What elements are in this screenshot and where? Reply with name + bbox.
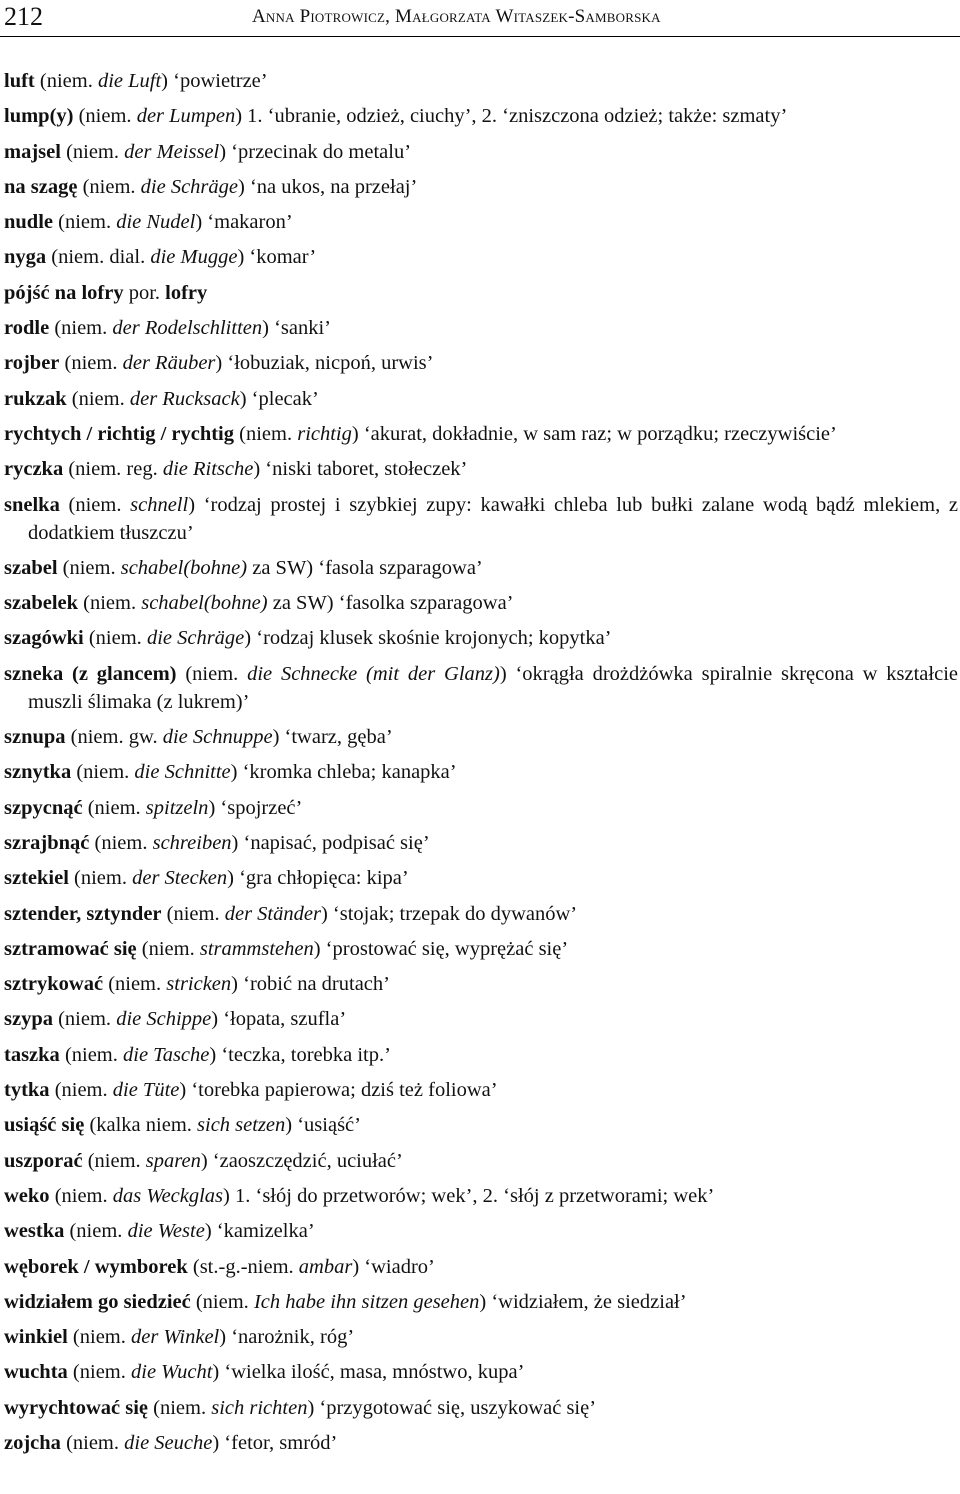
- glossary-entry: [4, 864, 958, 892]
- entry-headword: rychtych / richtig / rychtig: [4, 422, 235, 445]
- entry-headword: winkiel: [4, 1326, 68, 1349]
- entry-headword: rodle: [4, 317, 50, 340]
- glossary-entry: [4, 349, 958, 377]
- glossary-entry: [4, 1111, 958, 1139]
- running-head: Anna Piotrowicz, Małgorzata Witaszek-Samborska: [252, 6, 661, 27]
- entry-definition: ) ‘niski taboret, stołeczek’: [253, 458, 468, 481]
- entry-german-source: stricken: [166, 973, 232, 996]
- entry-definition: ) 1. ‘słój do przetworów; wek’, 2. ‘słój z przetworami; wek’: [223, 1184, 715, 1207]
- glossary-entry: [4, 935, 958, 963]
- entry-definition: ) ‘teczka, torebka itp.’: [209, 1043, 391, 1066]
- entry-source-prefix: (niem.: [136, 937, 200, 960]
- entry-source-prefix: (niem.: [89, 831, 153, 854]
- entry-headword: wuchta: [4, 1361, 68, 1384]
- entry-definition: ) ‘wiadro’: [352, 1255, 435, 1278]
- glossary-entry: [4, 624, 958, 652]
- entry-definition: ) ‘rodzaj klusek skośnie krojonych; kopytka’: [244, 627, 612, 650]
- glossary-entry: [4, 589, 958, 617]
- entry-definition: ) ‘okrągła drożdżówka spiralnie skręcona w kształcie muszli ślimaka (z lukrem)’: [28, 662, 958, 713]
- entry-definition: ) ‘przygotować się, uszykować się’: [307, 1396, 597, 1419]
- entry-headword: sznytka: [4, 761, 72, 784]
- entry-definition: ) ‘zaoszczędzić, uciułać’: [200, 1149, 403, 1172]
- glossary-entry: [4, 723, 958, 751]
- entry-headword: sztender, sztynder: [4, 902, 162, 925]
- glossary-entry: [4, 900, 958, 928]
- entry-german-source: sich richten: [211, 1396, 308, 1419]
- entry-definition: ) ‘kamizelka’: [204, 1220, 315, 1243]
- entry-headword: zojcha: [4, 1431, 61, 1454]
- entry-source-prefix: (st.-g.-niem.: [187, 1255, 299, 1278]
- glossary-entry: [4, 314, 958, 342]
- entry-german-source: die Schräge: [146, 627, 245, 650]
- entry-source-prefix: (niem.: [148, 1396, 212, 1419]
- glossary-entry: [4, 1041, 958, 1069]
- entry-headword: westka: [4, 1220, 65, 1243]
- glossary-entry: [4, 455, 958, 483]
- glossary-entry: [4, 67, 958, 95]
- entry-german-source: die Tüte: [112, 1079, 180, 1102]
- entry-german-source: die Tasche: [123, 1043, 210, 1066]
- glossary-entry: [4, 1429, 958, 1457]
- entry-headword: szagówki: [4, 627, 84, 650]
- entry-headword: luft: [4, 70, 35, 92]
- entry-source-prefix: (niem.: [67, 1361, 131, 1384]
- entry-headword: taszka: [4, 1043, 60, 1066]
- glossary-entry: [4, 1394, 958, 1422]
- entry-headword: snelka: [4, 493, 60, 516]
- entry-german-source: spitzeln: [145, 796, 209, 819]
- entry-source-prefix: (niem. gw.: [65, 726, 163, 749]
- entry-german-source: richtig: [297, 422, 352, 445]
- entry-source-prefix: (niem.: [82, 796, 146, 819]
- entry-source-prefix: (niem.: [83, 627, 147, 650]
- glossary-entry: [4, 660, 958, 716]
- entry-headword: szpycnąć: [4, 796, 83, 819]
- page-header: [0, 0, 960, 37]
- entry-headword: nyga: [4, 246, 47, 269]
- entry-headword: szneka (z glancem): [4, 662, 177, 685]
- entry-headword: węborek / wymborek: [4, 1255, 188, 1278]
- entry-german-source: die Schippe: [116, 1008, 212, 1031]
- entry-definition: ) ‘komar’: [237, 246, 317, 269]
- entry-german-source: Ich habe ihn sitzen gesehen: [253, 1290, 480, 1313]
- entry-definition: ) ‘wielka ilość, masa, mnóstwo, kupa’: [212, 1361, 525, 1384]
- entry-source-prefix: (niem.: [64, 1220, 128, 1243]
- glossary-entry: [4, 491, 958, 547]
- entry-source-prefix: (niem.: [73, 105, 137, 128]
- glossary-entry: [4, 385, 958, 413]
- entry-source-prefix: (niem.: [82, 1149, 146, 1172]
- entry-german-source: die Schnuppe: [162, 726, 273, 749]
- entry-definition: ) ‘stojak; trzepak do dywanów’: [320, 902, 578, 925]
- glossary-entry: [4, 1005, 958, 1033]
- entry-definition: ) ‘twarz, gęba’: [272, 726, 393, 749]
- entry-headword: szrajbnąć: [4, 831, 90, 854]
- entry-source-prefix: (niem.: [103, 973, 167, 996]
- glossary-entry: [4, 420, 958, 448]
- entry-german-source: die Seuche: [124, 1431, 213, 1454]
- entry-definition: ) ‘akurat, dokładnie, w sam raz; w porządku; rzeczywiście’: [351, 422, 837, 445]
- entry-source-prefix: (niem.: [176, 662, 248, 685]
- entry-headword: uszporać: [4, 1149, 83, 1172]
- entry-source-prefix: (niem.: [52, 1008, 117, 1031]
- glossary-entries: [4, 67, 958, 1464]
- entry-definition: za SW) ‘fasolka szparagowa’: [267, 592, 514, 615]
- entry-definition: ) ‘przecinak do metalu’: [219, 140, 412, 163]
- entry-german-source: die Wucht: [131, 1361, 213, 1384]
- glossary-entry: [4, 138, 958, 166]
- entry-definition: ) ‘torebka papierowa; dziś też foliowa’: [179, 1079, 498, 1102]
- entry-german-source: sparen: [145, 1149, 201, 1172]
- glossary-entry: [4, 279, 958, 307]
- entry-german-source: die Luft: [97, 70, 162, 92]
- entry-source-prefix: (niem.: [59, 493, 131, 516]
- entry-definition: ) ‘łobuziak, nicpoń, urwis’: [215, 352, 434, 375]
- entry-source-prefix: (niem.: [77, 175, 141, 198]
- entry-definition: ) ‘sanki’: [262, 317, 332, 340]
- glossary-entry: [4, 1182, 958, 1210]
- entry-source-prefix: (niem.: [67, 1326, 131, 1349]
- entry-german-source: ambar: [298, 1255, 353, 1278]
- entry-german-source: die Schnitte: [134, 761, 231, 784]
- glossary-entry: [4, 794, 958, 822]
- entry-source-prefix: (niem. dial.: [46, 246, 151, 269]
- entry-definition: za SW) ‘fasola szparagowa’: [247, 556, 483, 579]
- entry-source-prefix: (kalka niem.: [84, 1114, 198, 1137]
- entry-source-prefix: (niem.: [68, 867, 133, 890]
- page-number: 212: [4, 2, 43, 31]
- entry-headword: nudle: [4, 211, 53, 234]
- glossary-entry: [4, 1076, 958, 1104]
- entry-headword: majsel: [4, 140, 61, 163]
- entry-german-source: sich setzen: [197, 1114, 286, 1137]
- glossary-entry: [4, 1358, 958, 1386]
- entry-source-prefix: (niem.: [71, 761, 135, 784]
- entry-definition: ) 1. ‘ubranie, odzież, ciuchy’, 2. ‘zniszczona odzież; także: szmaty’: [235, 105, 788, 128]
- entry-definition: ) ‘fetor, smród’: [212, 1431, 338, 1454]
- entry-german-source: der Stecken: [132, 867, 228, 890]
- entry-headword: usiąść się: [4, 1114, 85, 1137]
- entry-german-source: der Meissel: [124, 140, 220, 163]
- entry-german-source: schreiben: [152, 831, 232, 854]
- entry-german-source: schabel(bohne): [120, 556, 248, 579]
- entry-source-prefix: (niem.: [234, 422, 298, 445]
- entry-headword: widziałem go siedzieć: [4, 1290, 191, 1313]
- entry-headword: ryczka: [4, 458, 64, 481]
- glossary-entry: [4, 243, 958, 271]
- glossary-entry: [4, 1253, 958, 1281]
- glossary-entry: [4, 1323, 958, 1351]
- entry-german-source: die Nudel: [116, 211, 196, 234]
- entry-source-prefix: (niem.: [190, 1290, 254, 1313]
- entry-source-prefix: (niem. reg.: [63, 458, 163, 481]
- entry-headword: tytka: [4, 1079, 50, 1102]
- entry-headword: sztramować się: [4, 937, 137, 960]
- entry-definition: ) ‘robić na drutach’: [231, 973, 390, 996]
- glossary-entry: [4, 970, 958, 998]
- entry-definition: ) ‘usiąść’: [285, 1114, 361, 1137]
- entry-definition: ) ‘łopata, szufla’: [211, 1008, 347, 1031]
- entry-definition: ) ‘powietrze’: [161, 70, 268, 92]
- entry-german-source: der Räuber: [122, 352, 216, 375]
- entry-german-source: die Weste: [127, 1220, 205, 1243]
- entry-definition: ) ‘na ukos, na przełaj’: [238, 175, 418, 198]
- entry-source-prefix: (niem.: [49, 1079, 113, 1102]
- entry-cross-reference: lofry: [165, 281, 208, 304]
- entry-headword: lump(y): [4, 105, 74, 128]
- entry-source-prefix: (niem.: [59, 1043, 124, 1066]
- entry-headword: sztekiel: [4, 867, 69, 890]
- entry-german-source: schabel(bohne): [141, 592, 268, 615]
- entry-source-prefix: (niem.: [60, 140, 125, 163]
- entry-headword: szabelek: [4, 592, 79, 615]
- entry-source-prefix: (niem.: [161, 902, 225, 925]
- glossary-entry: [4, 1147, 958, 1175]
- entry-german-source: schnell: [130, 493, 189, 516]
- glossary-entry: [4, 829, 958, 857]
- entry-source-prefix: (niem.: [60, 1431, 125, 1454]
- glossary-entry: [4, 1217, 958, 1245]
- glossary-entry: [4, 1288, 958, 1316]
- entry-german-source: die Mugge: [150, 246, 238, 269]
- entry-german-source: die Schräge: [140, 175, 239, 198]
- entry-german-source: strammstehen: [199, 937, 314, 960]
- entry-headword: na szagę: [4, 175, 78, 198]
- entry-german-source: der Winkel: [131, 1326, 220, 1349]
- entry-definition: ) ‘gra chłopięca: kipa’: [227, 867, 409, 890]
- entry-source-prefix: (niem.: [49, 1184, 113, 1207]
- entry-source-prefix: (niem.: [49, 317, 113, 340]
- entry-source-prefix: (niem.: [59, 352, 123, 375]
- entry-german-source: der Rodelschlitten: [112, 317, 263, 340]
- glossary-entry: [4, 758, 958, 786]
- entry-german-source: der Lumpen: [136, 105, 236, 128]
- entry-headword: pójść na lofry: [4, 281, 124, 304]
- glossary-entry: [4, 554, 958, 582]
- entry-german-source: die Schnecke (mit der Glanz): [247, 662, 500, 685]
- entry-source-prefix: (niem.: [78, 592, 142, 615]
- entry-headword: szabel: [4, 556, 58, 579]
- entry-german-source: der Rucksack: [129, 387, 240, 410]
- entry-headword: weko: [4, 1184, 50, 1207]
- entry-source-prefix: (niem.: [66, 387, 130, 410]
- entry-source-prefix: (niem.: [53, 211, 117, 234]
- entry-headword: rojber: [4, 352, 60, 375]
- entry-definition: ) ‘napisać, podpisać się’: [231, 831, 430, 854]
- entry-source-prefix: (niem.: [57, 556, 121, 579]
- entry-german-source: das Weckglas: [112, 1184, 224, 1207]
- entry-source-prefix: (niem.: [34, 70, 98, 92]
- entry-definition: ) ‘rodzaj prostej i szybkiej zupy: kawałki chleba lub bułki zalane wodą bądź mlekiem, z dodatkiem tłuszczu’: [28, 493, 958, 544]
- entry-headword: rukzak: [4, 387, 67, 410]
- entry-source-prefix: por.: [123, 281, 166, 304]
- entry-headword: szypa: [4, 1008, 53, 1031]
- entry-headword: wyrychtować się: [4, 1396, 149, 1419]
- entry-definition: ) ‘plecak’: [239, 387, 319, 410]
- entry-definition: ) ‘widziałem, że siedział’: [479, 1290, 687, 1313]
- glossary-entry: [4, 173, 958, 201]
- entry-definition: ) ‘kromka chleba; kanapka’: [230, 761, 457, 784]
- entry-headword: sztrykować: [4, 973, 104, 996]
- glossary-entry: [4, 102, 958, 130]
- entry-definition: ) ‘spojrzeć’: [208, 796, 303, 819]
- glossary-entry: [4, 208, 958, 236]
- entry-definition: ) ‘prostować się, wyprężać się’: [313, 937, 569, 960]
- entry-headword: sznupa: [4, 726, 66, 749]
- entry-definition: ) ‘narożnik, róg’: [219, 1326, 355, 1349]
- entry-definition: ) ‘makaron’: [195, 211, 293, 234]
- entry-german-source: der Ständer: [224, 902, 321, 925]
- entry-german-source: die Ritsche: [162, 458, 254, 481]
